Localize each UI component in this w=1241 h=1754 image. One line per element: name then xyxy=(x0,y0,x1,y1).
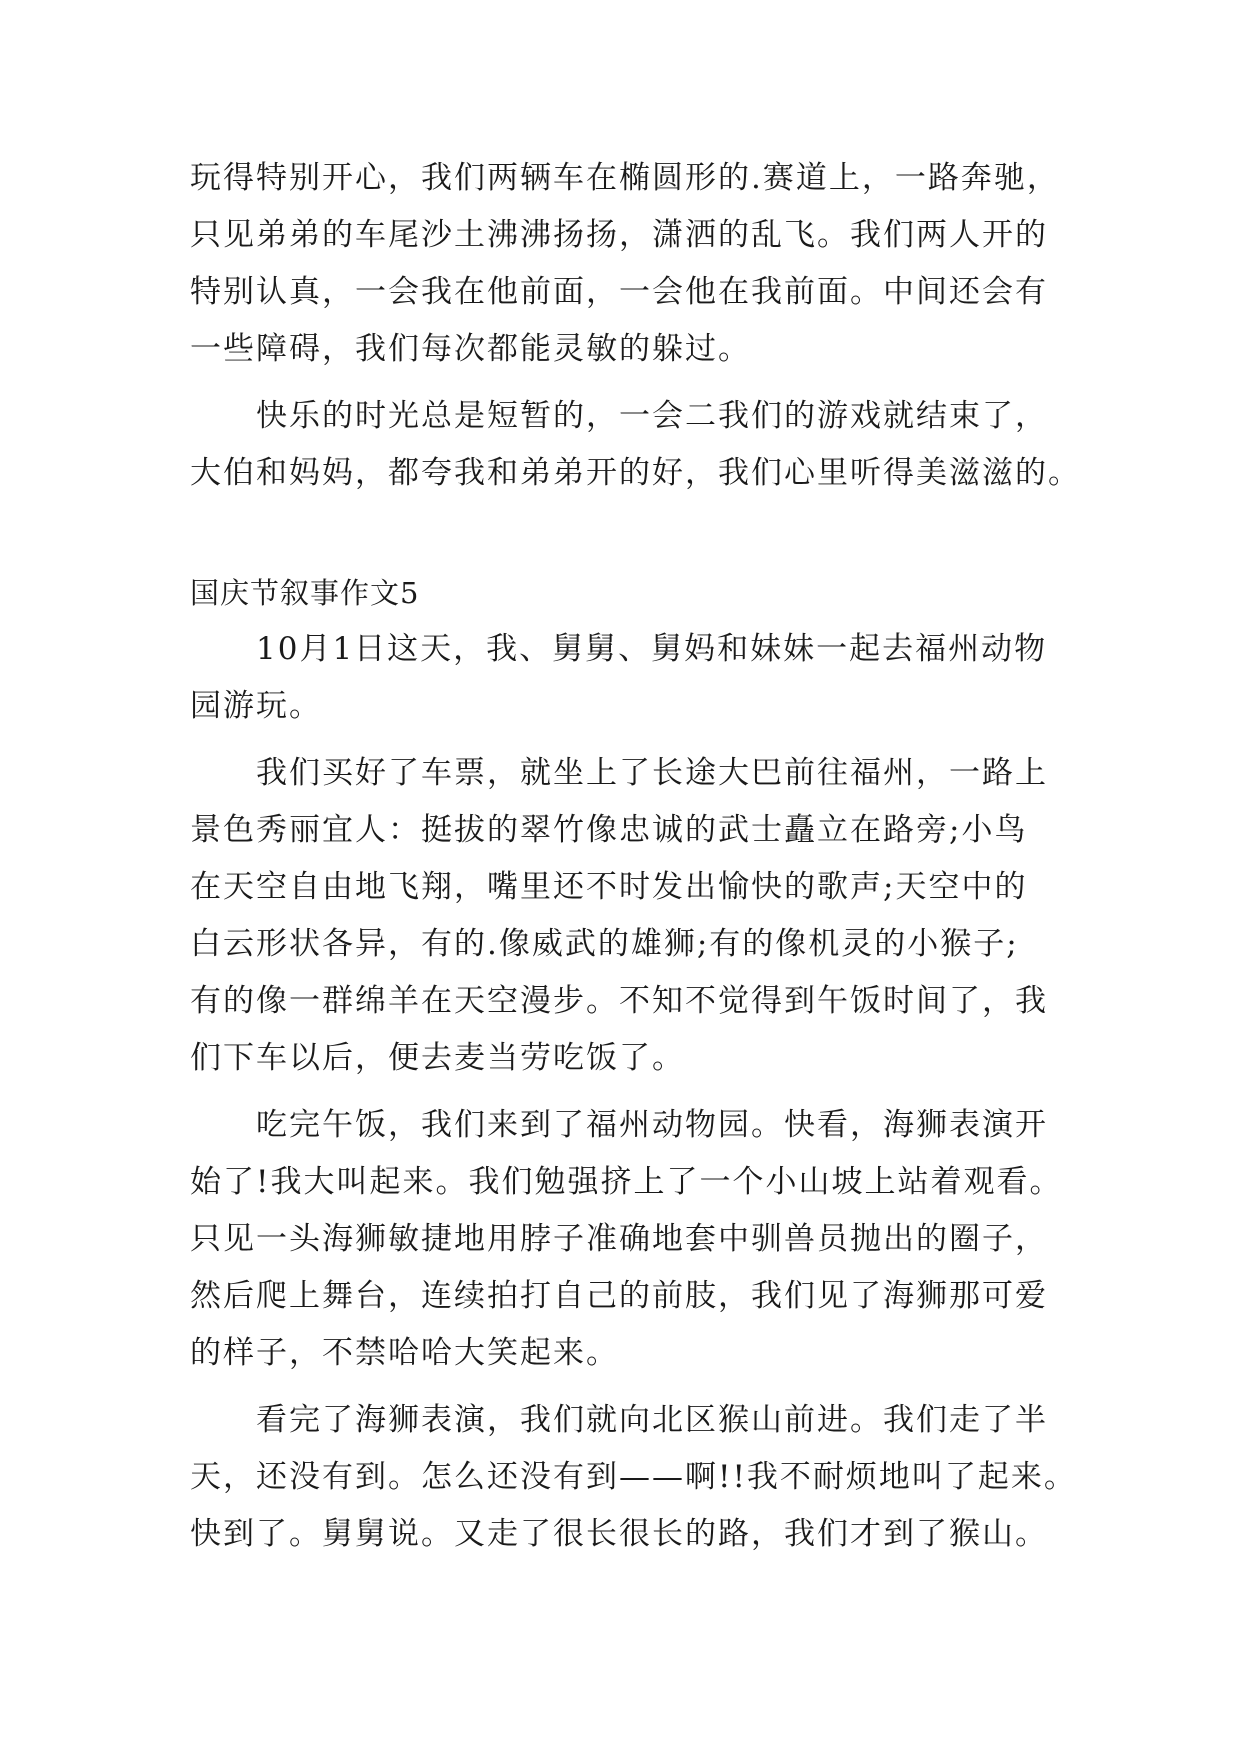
text-line: 们下车以后，便去麦当劳吃饭了。 xyxy=(190,1040,685,1076)
text-line: 有的像一群绵羊在天空漫步。不知不觉得到午饭时间了，我 xyxy=(190,983,1048,1019)
text-line: 园游玩。 xyxy=(190,688,322,724)
text-line: 的样子，不禁哈哈大笑起来。 xyxy=(190,1335,619,1371)
text-line: 快到了。舅舅说。又走了很长很长的路，我们才到了猴山。 xyxy=(190,1516,1048,1552)
paragraph-first-line: 10月1日这天，我、舅舅、舅妈和妹妹一起去福州动物 xyxy=(256,631,1048,667)
text-line: 在天空自由地飞翔，嘴里还不时发出愉快的歌声;天空中的 xyxy=(190,869,1028,905)
text-line: 天，还没有到。怎么还没有到——啊!!我不耐烦地叫了起来。 xyxy=(190,1459,1077,1495)
text-line: 只见弟弟的车尾沙土沸沸扬扬，潇洒的乱飞。我们两人开的 xyxy=(190,217,1048,253)
text-line: 始了!我大叫起来。我们勉强挤上了一个小山坡上站着观看。 xyxy=(190,1164,1063,1200)
text-line: 玩得特别开心，我们两辆车在椭圆形的.赛道上，一路奔驰， xyxy=(190,160,1060,196)
section-heading: 国庆节叙事作文5 xyxy=(190,576,420,610)
paragraph-first-line: 看完了海狮表演，我们就向北区猴山前进。我们走了半 xyxy=(256,1402,1048,1438)
text-line: 一些障碍，我们每次都能灵敏的躲过。 xyxy=(190,331,751,367)
paragraph-first-line: 快乐的时光总是短暂的，一会二我们的游戏就结束了， xyxy=(256,398,1048,434)
text-line: 只见一头海狮敏捷地用脖子准确地套中驯兽员抛出的圈子， xyxy=(190,1221,1048,1257)
text-line: 然后爬上舞台，连续拍打自己的前肢，我们见了海狮那可爱 xyxy=(190,1278,1048,1314)
text-line: 特别认真，一会我在他前面，一会他在我前面。中间还会有 xyxy=(190,274,1048,310)
paragraph-first-line: 我们买好了车票，就坐上了长途大巴前往福州，一路上 xyxy=(256,755,1048,791)
text-line: 大伯和妈妈，都夸我和弟弟开的好，我们心里听得美滋滋的。 xyxy=(190,455,1081,491)
text-line: 白云形状各异，有的.像威武的雄狮;有的像机灵的小猴子; xyxy=(190,926,1019,962)
paragraph-first-line: 吃完午饭，我们来到了福州动物园。快看，海狮表演开 xyxy=(256,1107,1048,1143)
text-line: 景色秀丽宜人：挺拔的翠竹像忠诚的武士矗立在路旁;小鸟 xyxy=(190,812,1028,848)
